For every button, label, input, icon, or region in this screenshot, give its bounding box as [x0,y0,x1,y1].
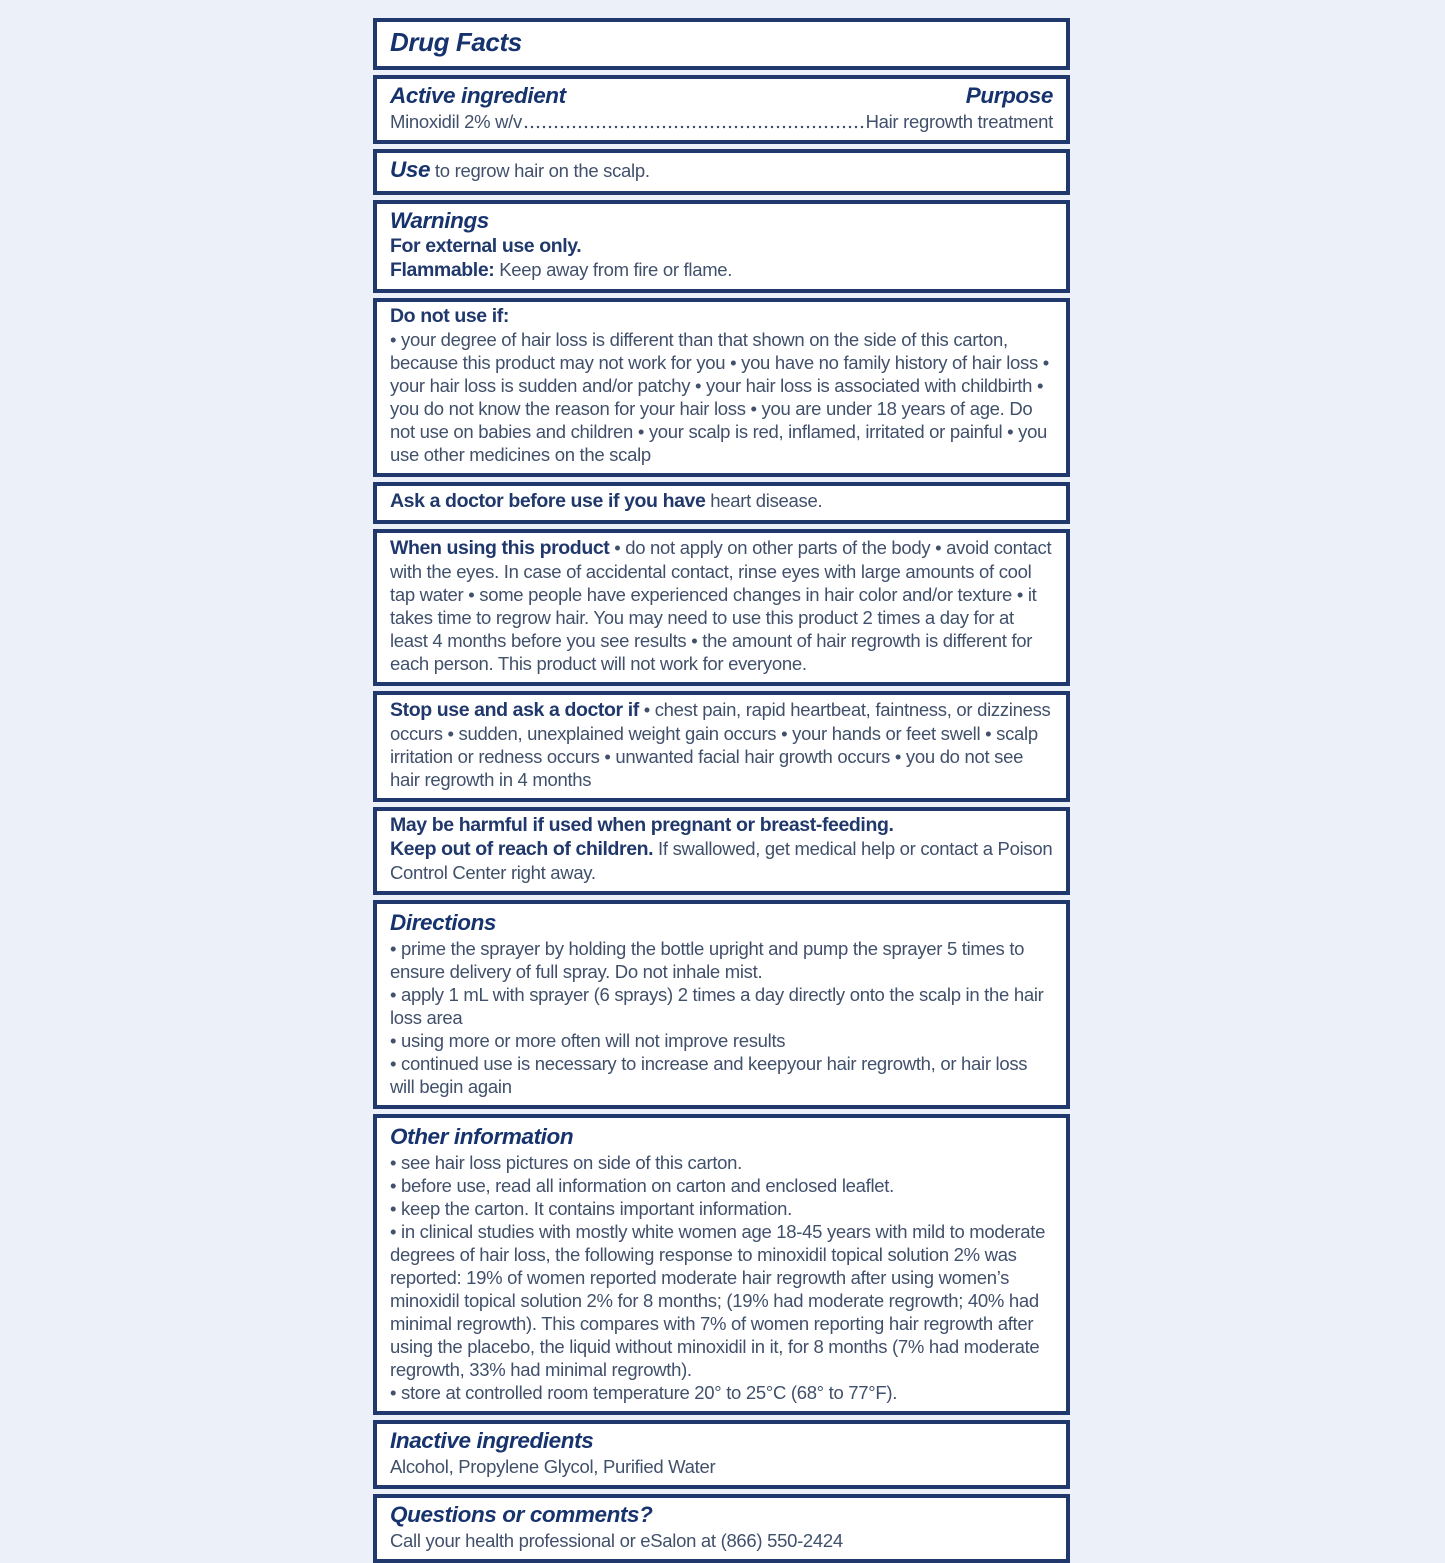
when-using-text: • do not apply on other parts of the body • avoid contact with the eyes. In case of accidental contact, rinse eyes with large amounts of cool tap water • some people have experienced changes in hair color and/or texture • it takes time to regrow hair. You may need to use this product 2 times a day for at least 4 months before you see results • the amount of hair regrowth is different for each person. This product will not work for everyone. [390,537,1052,674]
directions-bullet: • using more or more often will not improve results [390,1030,786,1051]
section-when-using [373,529,1070,686]
stop-use-text: • chest pain, rapid heartbeat, faintness, or dizziness occurs • sudden, unexplained weight gain occurs • your hands or feet swell • scalp irritation or redness occurs • unwanted facial hair growth occurs • you do not see hair regrowth in 4 months [390,699,1051,790]
inactive-ingredients-text: Alcohol, Propylene Glycol, Purified Water [390,1456,716,1477]
drug-facts-heading: Drug Facts [390,27,522,57]
section-warnings [373,200,1070,293]
keep-out-of-reach-text: If swallowed, get medical help or contact a Poison Control Center right away. [390,838,1053,883]
do-not-use-heading: Do not use if: [390,305,509,327]
section-other-information [373,1114,1070,1415]
section-questions [373,1494,1070,1563]
use-text: to regrow hair on the scalp. [434,160,650,181]
other-info-bullet: • keep the carton. It contains important information. [390,1198,792,1219]
other-info-bullet: • see hair loss pictures on side of this carton. [390,1152,742,1173]
warnings-external-use: For external use only. [390,235,582,257]
questions-heading: Questions or comments? [390,1502,653,1527]
warnings-flammable-label: Flammable: [390,259,495,281]
warnings-flammable-text: Keep away from fire or flame. [499,259,733,280]
do-not-use-body: • your degree of hair loss is different than that shown on the side of this carton, because this product may not work for you • you have no family history of hair loss • your hair loss is sudden and/or patchy • your hair loss is associated with childbirth • you do not know the reason for your hair loss • you are under 18 years of age. Do not use on babies and children • your scalp is red, inflamed, irritated or painful • you use other medicines on the scalp [390,329,1049,465]
other-info-bullet: • before use, read all information on carton and enclosed leaflet. [390,1175,894,1196]
dotted-leader [523,112,865,130]
section-drug-facts-title [373,18,1070,70]
pregnancy-line: May be harmful if used when pregnant or breast-feeding. [390,814,894,836]
directions-heading: Directions [390,910,497,935]
inactive-ingredients-heading: Inactive ingredients [390,1428,594,1453]
other-information-heading: Other information [390,1124,574,1149]
section-active-ingredient [373,75,1070,144]
active-ingredient-name: Minoxidil 2% w/v [390,111,522,132]
warnings-heading: Warnings [390,208,489,233]
drug-facts-label [373,18,1070,1563]
keep-out-of-reach-lead: Keep out of reach of children. [390,838,654,860]
active-ingredient-heading: Active ingredient [390,83,566,108]
section-do-not-use [373,298,1070,477]
use-heading: Use [390,157,431,182]
section-use [373,149,1070,195]
ask-doctor-lead: Ask a doctor before use if you have [390,490,706,512]
questions-text: Call your health professional or eSalon at (866) 550-2424 [390,1530,843,1551]
stop-use-lead: Stop use and ask a doctor if [390,699,639,721]
directions-bullet: • continued use is necessary to increase and keepyour hair regrowth, or hair loss will begin again [390,1053,1028,1097]
section-ask-doctor [373,482,1070,524]
when-using-lead: When using this product [390,537,610,559]
purpose-value: Hair regrowth treatment [865,111,1053,132]
directions-bullet: • prime the sprayer by holding the bottle upright and pump the sprayer 5 times to ensure delivery of full spray. Do not inhale mist. [390,938,1025,982]
section-directions [373,900,1070,1109]
purpose-heading: Purpose [965,83,1053,108]
section-pregnancy-warning [373,807,1070,895]
section-stop-use [373,691,1070,802]
other-info-bullet: • in clinical studies with mostly white women age 18-45 years with mild to moderate degrees of hair loss, the following response to minoxidil topical solution 2% was reported: 19% of women reported moderate hair regrowth after using women’s minoxidil topical solution 2% for 8 months; (19% had moderate regrowth; 40% had minimal regrowth). This compares with 7% of women reporting hair regrowth after using the placebo, the liquid without minoxidil in it, for 8 months (7% had moderate regrowth, 33% had minimal regrowth). [390,1221,1046,1380]
section-inactive-ingredients [373,1420,1070,1489]
ask-doctor-text: heart disease. [710,490,823,511]
other-info-bullet: • store at controlled room temperature 20° to 25°C (68° to 77°F). [390,1382,898,1403]
directions-bullet: • apply 1 mL with sprayer (6 sprays) 2 times a day directly onto the scalp in the hair loss area [390,984,1044,1028]
